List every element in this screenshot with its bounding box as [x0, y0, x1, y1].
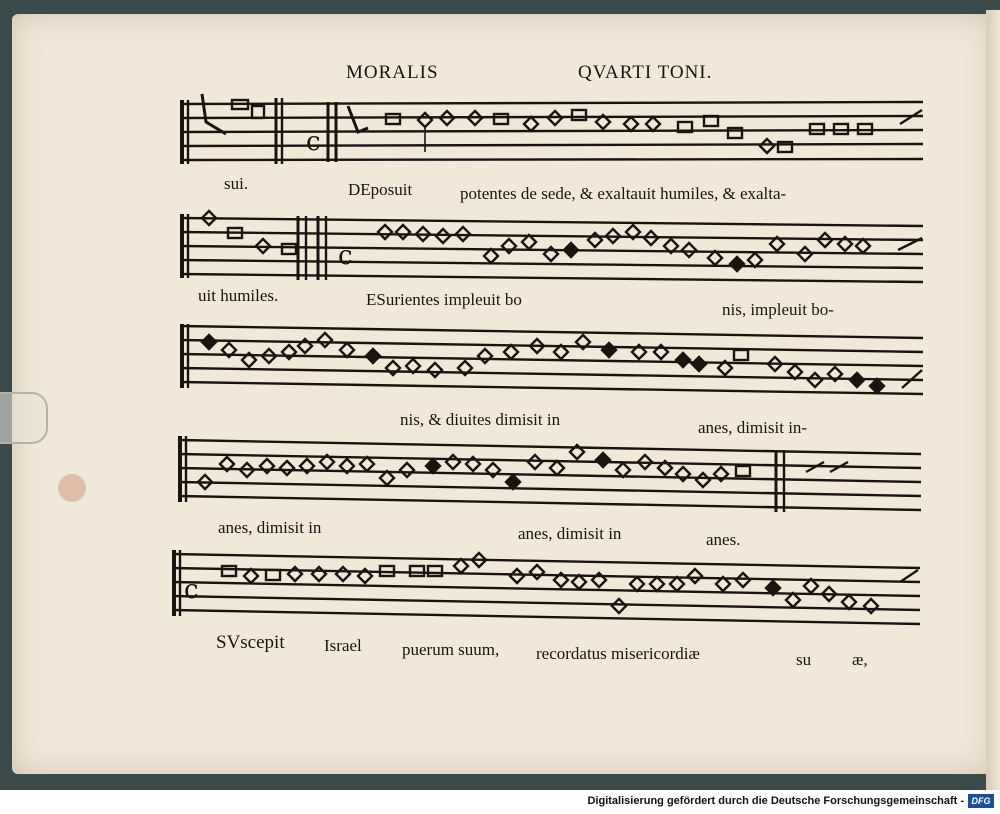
lyric-line-4-part-1: anes, dimisit in [218, 518, 322, 537]
dfg-logo: DFG [968, 794, 994, 808]
footer-bar [0, 790, 1000, 814]
svg-text:c: c [184, 575, 199, 605]
funding-credit: Digitalisierung gefördert durch die Deutsche Forschungsgemeinschaft - [587, 795, 964, 807]
page-tab-marker [0, 392, 48, 444]
svg-text:c: c [306, 127, 321, 157]
lyric-line-2-part-1: uit humiles. [198, 286, 279, 305]
lyric-line-1-part-2: DEposuit [348, 180, 413, 199]
lyric-line-5-part-2: Israel [324, 636, 362, 655]
lyric-line-5-part-5: su [796, 650, 812, 669]
music-staff-2 [178, 204, 928, 286]
music-staff-4 [176, 432, 926, 518]
paper-stain [58, 474, 86, 502]
lyric-line-5-part-6: æ, [852, 650, 868, 669]
page-title-left: MORALIS [346, 62, 439, 83]
lyric-line-4-part-2: anes, dimisit in [518, 524, 622, 543]
page-title-right: QVARTI TONI. [578, 62, 713, 83]
page-edge [986, 10, 1000, 790]
music-staff-3 [178, 316, 928, 400]
lyric-line-1-part-1: sui. [224, 174, 249, 193]
music-staff-1 [178, 88, 928, 170]
svg-text:c: c [338, 241, 353, 271]
music-staff-5 [170, 546, 926, 632]
lyric-line-2-part-2: ESurientes impleuit bo [366, 290, 522, 309]
lyric-line-2-part-3: nis, impleuit bo- [722, 300, 834, 319]
lyric-line-5-part-1: SVscepit [216, 632, 285, 653]
lyric-line-4-part-3: anes. [706, 530, 741, 549]
lyric-line-3-part-2: anes, dimisit in- [698, 418, 808, 437]
lyric-line-3-part-1: nis, & diuites dimisit in [400, 410, 561, 429]
lyric-line-5-part-4: recordatus misericordiæ [536, 644, 700, 663]
lyric-line-5-part-3: puerum suum, [402, 640, 500, 659]
lyric-line-1-part-3: potentes de sede, & exaltauit humiles, & exalta- [460, 184, 787, 203]
